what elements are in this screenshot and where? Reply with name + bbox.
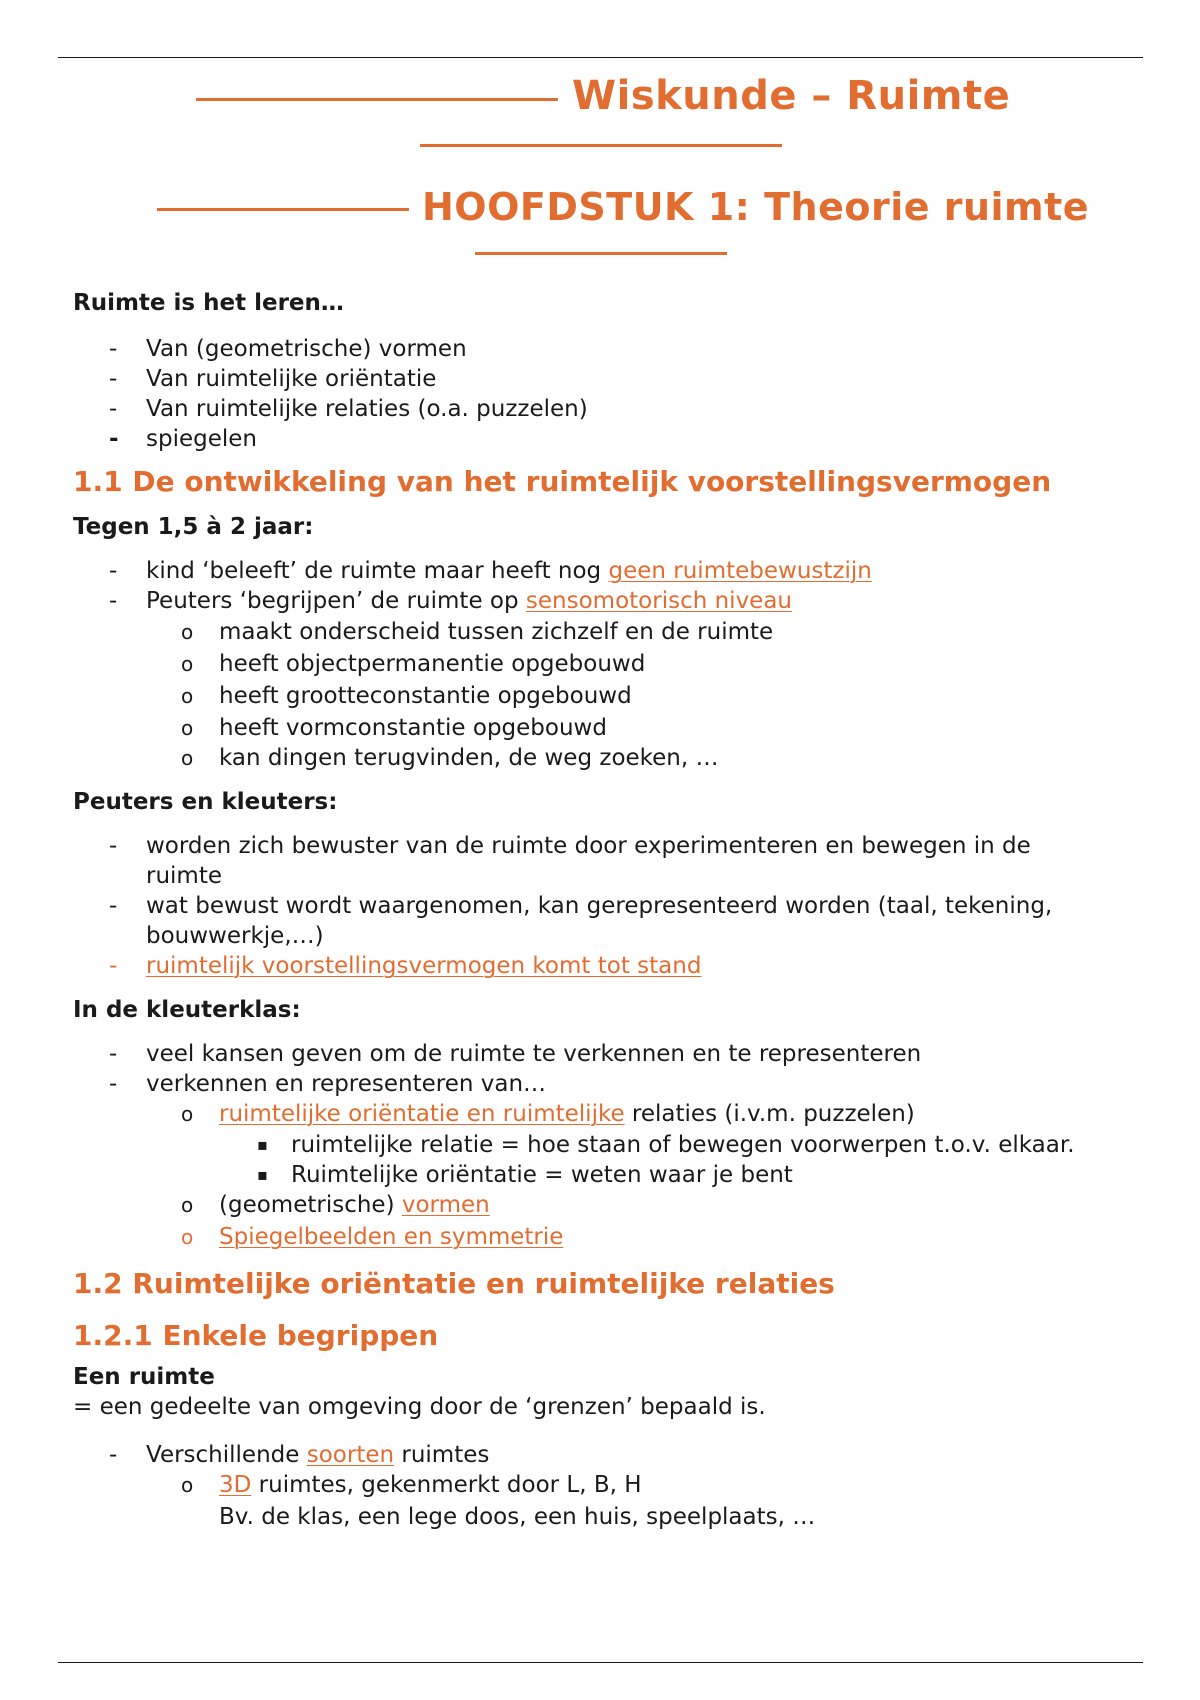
list-item: - wat bewust wordt waargenomen, kan gerepresenteerd worden (taal, tekening, bouwwerkje,…): [109, 893, 1053, 949]
age-list: [73, 556, 1133, 773]
top-page-rule: [58, 57, 1143, 58]
list-item: - Van ruimtelijke relaties (o.a. puzzelen): [109, 396, 588, 422]
sub-sub-list-item: ▪ ruimtelijke relatie = hoe staan of bewegen voorwerpen t.o.v. elkaar.: [257, 1132, 1075, 1158]
toddlers-heading: Peuters en kleuters:: [73, 789, 338, 815]
sub-sub-list-item: ▪ Ruimtelijke oriëntatie = weten waar je bent: [257, 1162, 793, 1188]
document-body: [73, 288, 1133, 1532]
link-ruimtelijke-orientatie[interactable]: ruimtelijke oriëntatie en ruimtelijke: [219, 1101, 625, 1127]
class-heading: In de kleuterklas:: [73, 997, 301, 1023]
list-item: - Peuters ‘begrijpen’ de ruimte op sensomotorisch niveau: [109, 588, 793, 614]
section-1-2-heading: 1.2 Ruimtelijke oriëntatie en ruimtelijke relaties: [73, 1267, 835, 1300]
age-heading: Tegen 1,5 à 2 jaar:: [73, 514, 314, 540]
list-item: - Van ruimtelijke oriëntatie: [109, 366, 437, 392]
section-1-1-heading: 1.1 De ontwikkeling van het ruimtelijk voorstellingsvermogen: [73, 465, 1052, 498]
chapter-decor-line-left: [157, 208, 409, 211]
list-item: - verkennen en representeren van…: [109, 1071, 547, 1097]
sub-list-item: o heeft grootteconstantie opgebouwd: [181, 683, 632, 709]
list-item: - kind ‘beleeft’ de ruimte maar heeft nog geen ruimtebewustzijn: [109, 558, 872, 584]
class-list: [73, 1039, 1133, 1252]
list-item: - ruimtelijk voorstellingsvermogen komt tot stand: [109, 953, 702, 979]
link-sensomotorisch-niveau[interactable]: sensomotorisch niveau: [525, 588, 793, 614]
bottom-page-rule: [58, 1662, 1143, 1663]
list-item: - veel kansen geven om de ruimte te verkennen en te representeren: [109, 1041, 922, 1067]
toddlers-list: [73, 831, 1133, 981]
title-decor-line-under: [420, 144, 782, 147]
list-item: - spiegelen: [109, 426, 257, 452]
sub-list-item: o (geometrische) vormen: [181, 1192, 490, 1218]
link-voorstellingsvermogen[interactable]: ruimtelijk voorstellingsvermogen komt tot stand: [146, 953, 702, 979]
sub-list-item: o kan dingen terugvinden, de weg zoeken, …: [181, 745, 719, 771]
sub-list-item: o ruimtelijke oriëntatie en ruimtelijke relaties (i.v.m. puzzelen): [181, 1101, 915, 1127]
sub-list-item: o Spiegelbeelden en symmetrie: [181, 1224, 564, 1250]
list-item: - Van (geometrische) vormen: [109, 336, 467, 362]
example-text: Bv. de klas, een lege doos, een huis, speelplaats, …: [219, 1504, 816, 1530]
term-definition: = een gedeelte van omgeving door de ‘grenzen’ bepaald is.: [73, 1394, 766, 1420]
chapter-title: HOOFDSTUK 1: Theorie ruimte: [422, 185, 1090, 229]
sub-list-item: o heeft objectpermanentie opgebouwd: [181, 651, 646, 677]
document-title: Wiskunde – Ruimte: [572, 73, 1011, 119]
link-geen-ruimtebewustzijn[interactable]: geen ruimtebewustzijn: [608, 558, 872, 584]
link-soorten[interactable]: soorten: [306, 1442, 395, 1468]
link-3d[interactable]: 3D: [219, 1472, 252, 1498]
link-vormen[interactable]: vormen: [401, 1192, 490, 1218]
intro-heading: Ruimte is het leren…: [73, 290, 344, 316]
section-1-2-1-heading: 1.2.1 Enkele begrippen: [73, 1319, 439, 1352]
sub-list-item: o heeft vormconstantie opgebouwd: [181, 715, 607, 741]
ruimtes-list: [73, 1440, 1133, 1532]
link-spiegelbeelden[interactable]: Spiegelbeelden en symmetrie: [219, 1224, 564, 1250]
sub-list-item: o maakt onderscheid tussen zichzelf en de ruimte: [181, 619, 774, 645]
sub-list-item: o 3D ruimtes, gekenmerkt door L, B, H: [181, 1472, 642, 1498]
title-decor-line-left: [196, 98, 558, 101]
intro-list: [73, 334, 1133, 454]
chapter-decor-line-under: [475, 252, 727, 255]
list-item: - Verschillende soorten ruimtes: [109, 1442, 490, 1468]
term-heading: Een ruimte: [73, 1364, 215, 1390]
list-item: - worden zich bewuster van de ruimte door experimenteren en bewegen in de ruimte: [109, 833, 1031, 889]
